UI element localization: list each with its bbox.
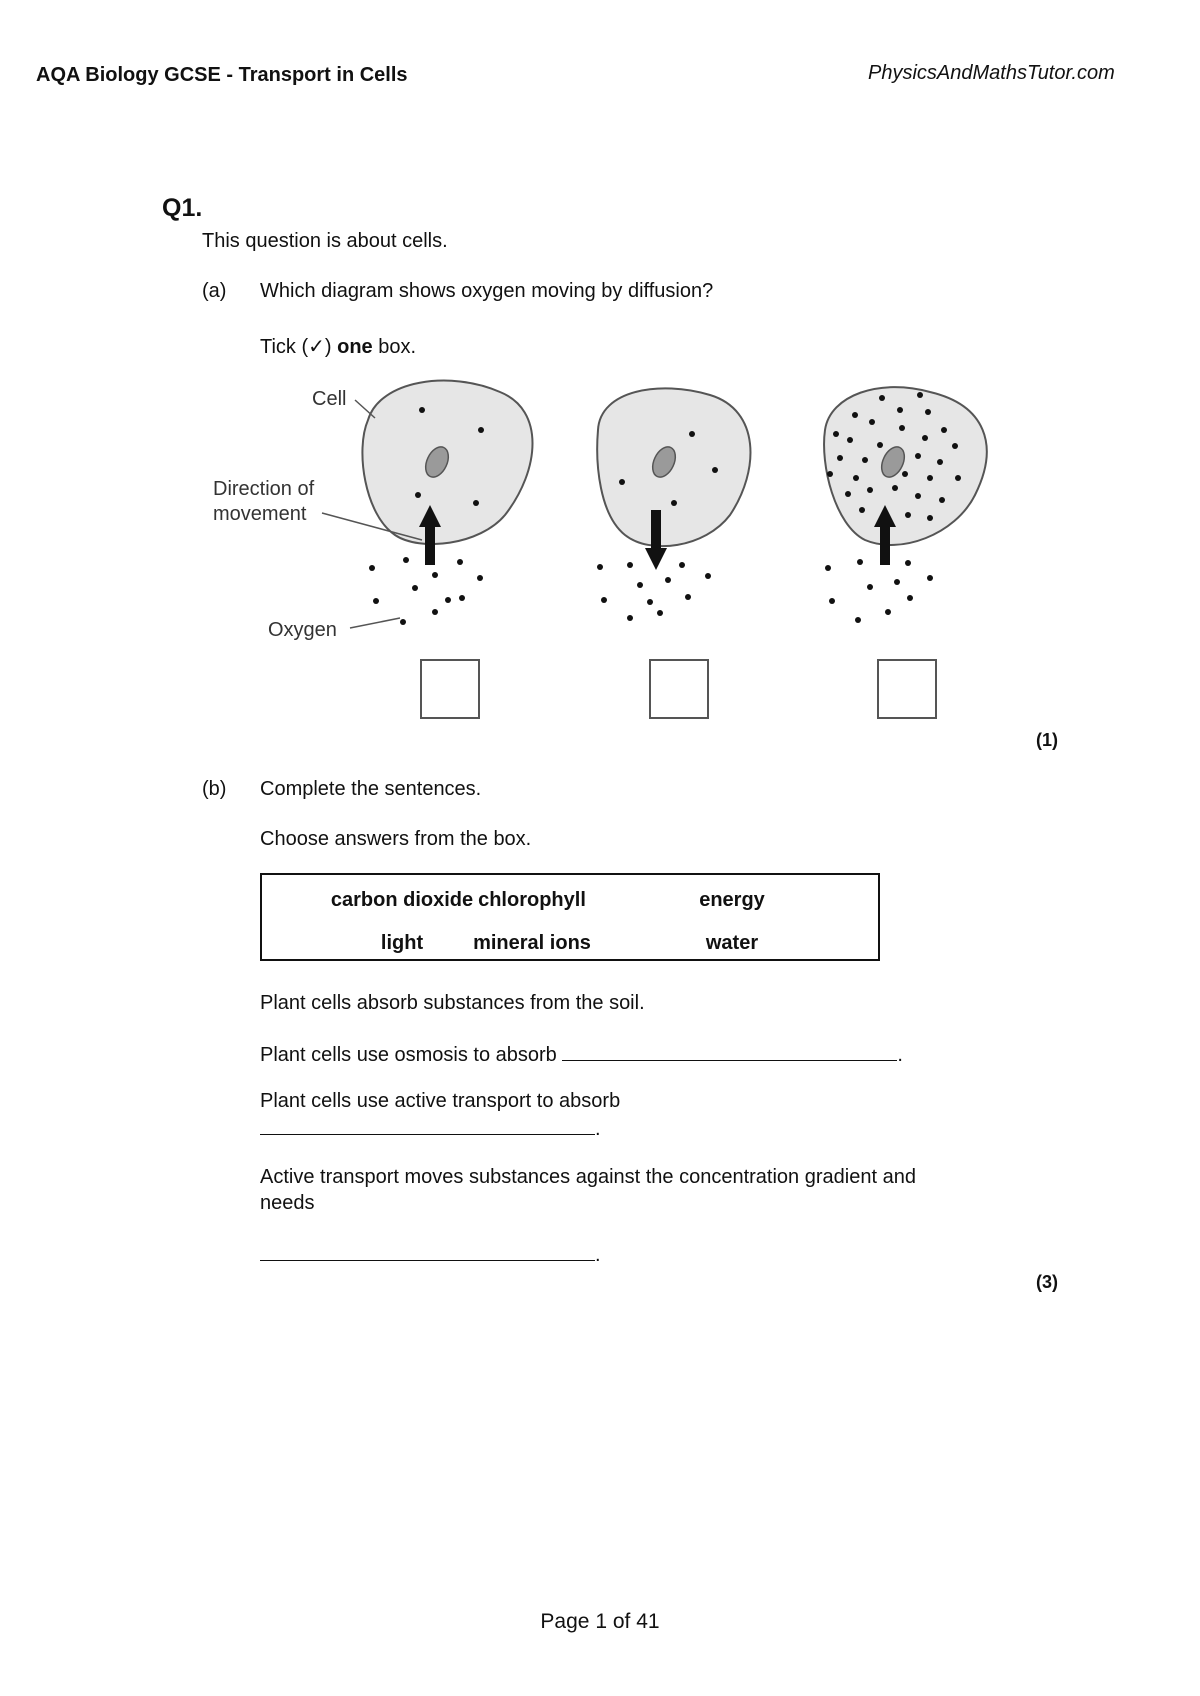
word-chlorophyll: chlorophyll: [478, 889, 586, 911]
of-word: of: [612, 1610, 631, 1633]
label-cell: Cell: [312, 388, 347, 410]
sentence-1: Plant cells absorb substances from the soil.: [260, 992, 645, 1014]
sentence-2-row: [260, 1042, 903, 1067]
part-a-label: (a): [202, 280, 227, 302]
part-b-prompt: Complete the sentences.: [260, 778, 482, 800]
part-b-label: (b): [202, 778, 227, 800]
diffusion-diagram: [0, 0, 1200, 740]
tick-box-1[interactable]: [421, 660, 479, 718]
word-energy: energy: [699, 889, 765, 911]
answer-blank-3[interactable]: [260, 1242, 595, 1261]
label-direction-line1: Direction of: [213, 478, 315, 500]
page-number: 1: [595, 1610, 607, 1633]
tick-prefix: Tick (: [260, 336, 309, 358]
sentence-2-period: .: [897, 1044, 903, 1066]
site-name: PhysicsAndMathsTutor.com: [868, 62, 1115, 84]
page-total: 41: [636, 1610, 660, 1633]
part-a-prompt: Which diagram shows oxygen moving by diffusion?: [260, 280, 714, 302]
label-oxygen: Oxygen: [268, 619, 337, 641]
tick-mid: ): [324, 336, 338, 358]
label-direction-line2: movement: [213, 503, 307, 525]
sentence-4-line2: needs: [260, 1192, 315, 1214]
cell-3-outline: [824, 387, 987, 545]
answer-row-2: [260, 1116, 601, 1141]
tick-box-2[interactable]: [650, 660, 708, 718]
tick-box-3[interactable]: [878, 660, 936, 718]
tick-mark: ✓: [308, 336, 325, 358]
tick-suffix: box.: [372, 336, 417, 358]
question-number: Q1.: [162, 194, 203, 222]
sentence-4-period: .: [595, 1244, 601, 1266]
word-mineral-ions: mineral ions: [473, 932, 591, 954]
sentence-3-period: .: [595, 1118, 601, 1140]
sentence-3: Plant cells use active transport to absorb: [260, 1090, 621, 1112]
oxygen-leader-line: [350, 618, 400, 628]
part-b-instruction: Choose answers from the box.: [260, 828, 532, 850]
document-title: AQA Biology GCSE - Transport in Cells: [36, 64, 408, 86]
part-b-marks: (3): [1036, 1272, 1058, 1292]
answer-blank-1[interactable]: [562, 1042, 897, 1061]
word-light: light: [380, 932, 424, 954]
word-carbon-dioxide: carbon dioxide: [330, 889, 474, 911]
sentence-2: Plant cells use osmosis to absorb: [260, 1044, 557, 1066]
word-box: [260, 873, 880, 961]
answer-row-3: [260, 1242, 601, 1267]
question-intro: This question is about cells.: [202, 230, 448, 252]
tick-one: one: [337, 336, 373, 358]
cell-2-outline: [597, 388, 750, 546]
part-a-marks: (1): [1036, 730, 1058, 750]
page-word: Page: [540, 1610, 590, 1633]
word-water: water: [705, 932, 759, 954]
sentence-4-line1: Active transport moves substances against the concentration gradient and: [260, 1166, 916, 1188]
answer-blank-2[interactable]: [260, 1116, 595, 1135]
page-footer: [0, 1610, 1200, 1634]
